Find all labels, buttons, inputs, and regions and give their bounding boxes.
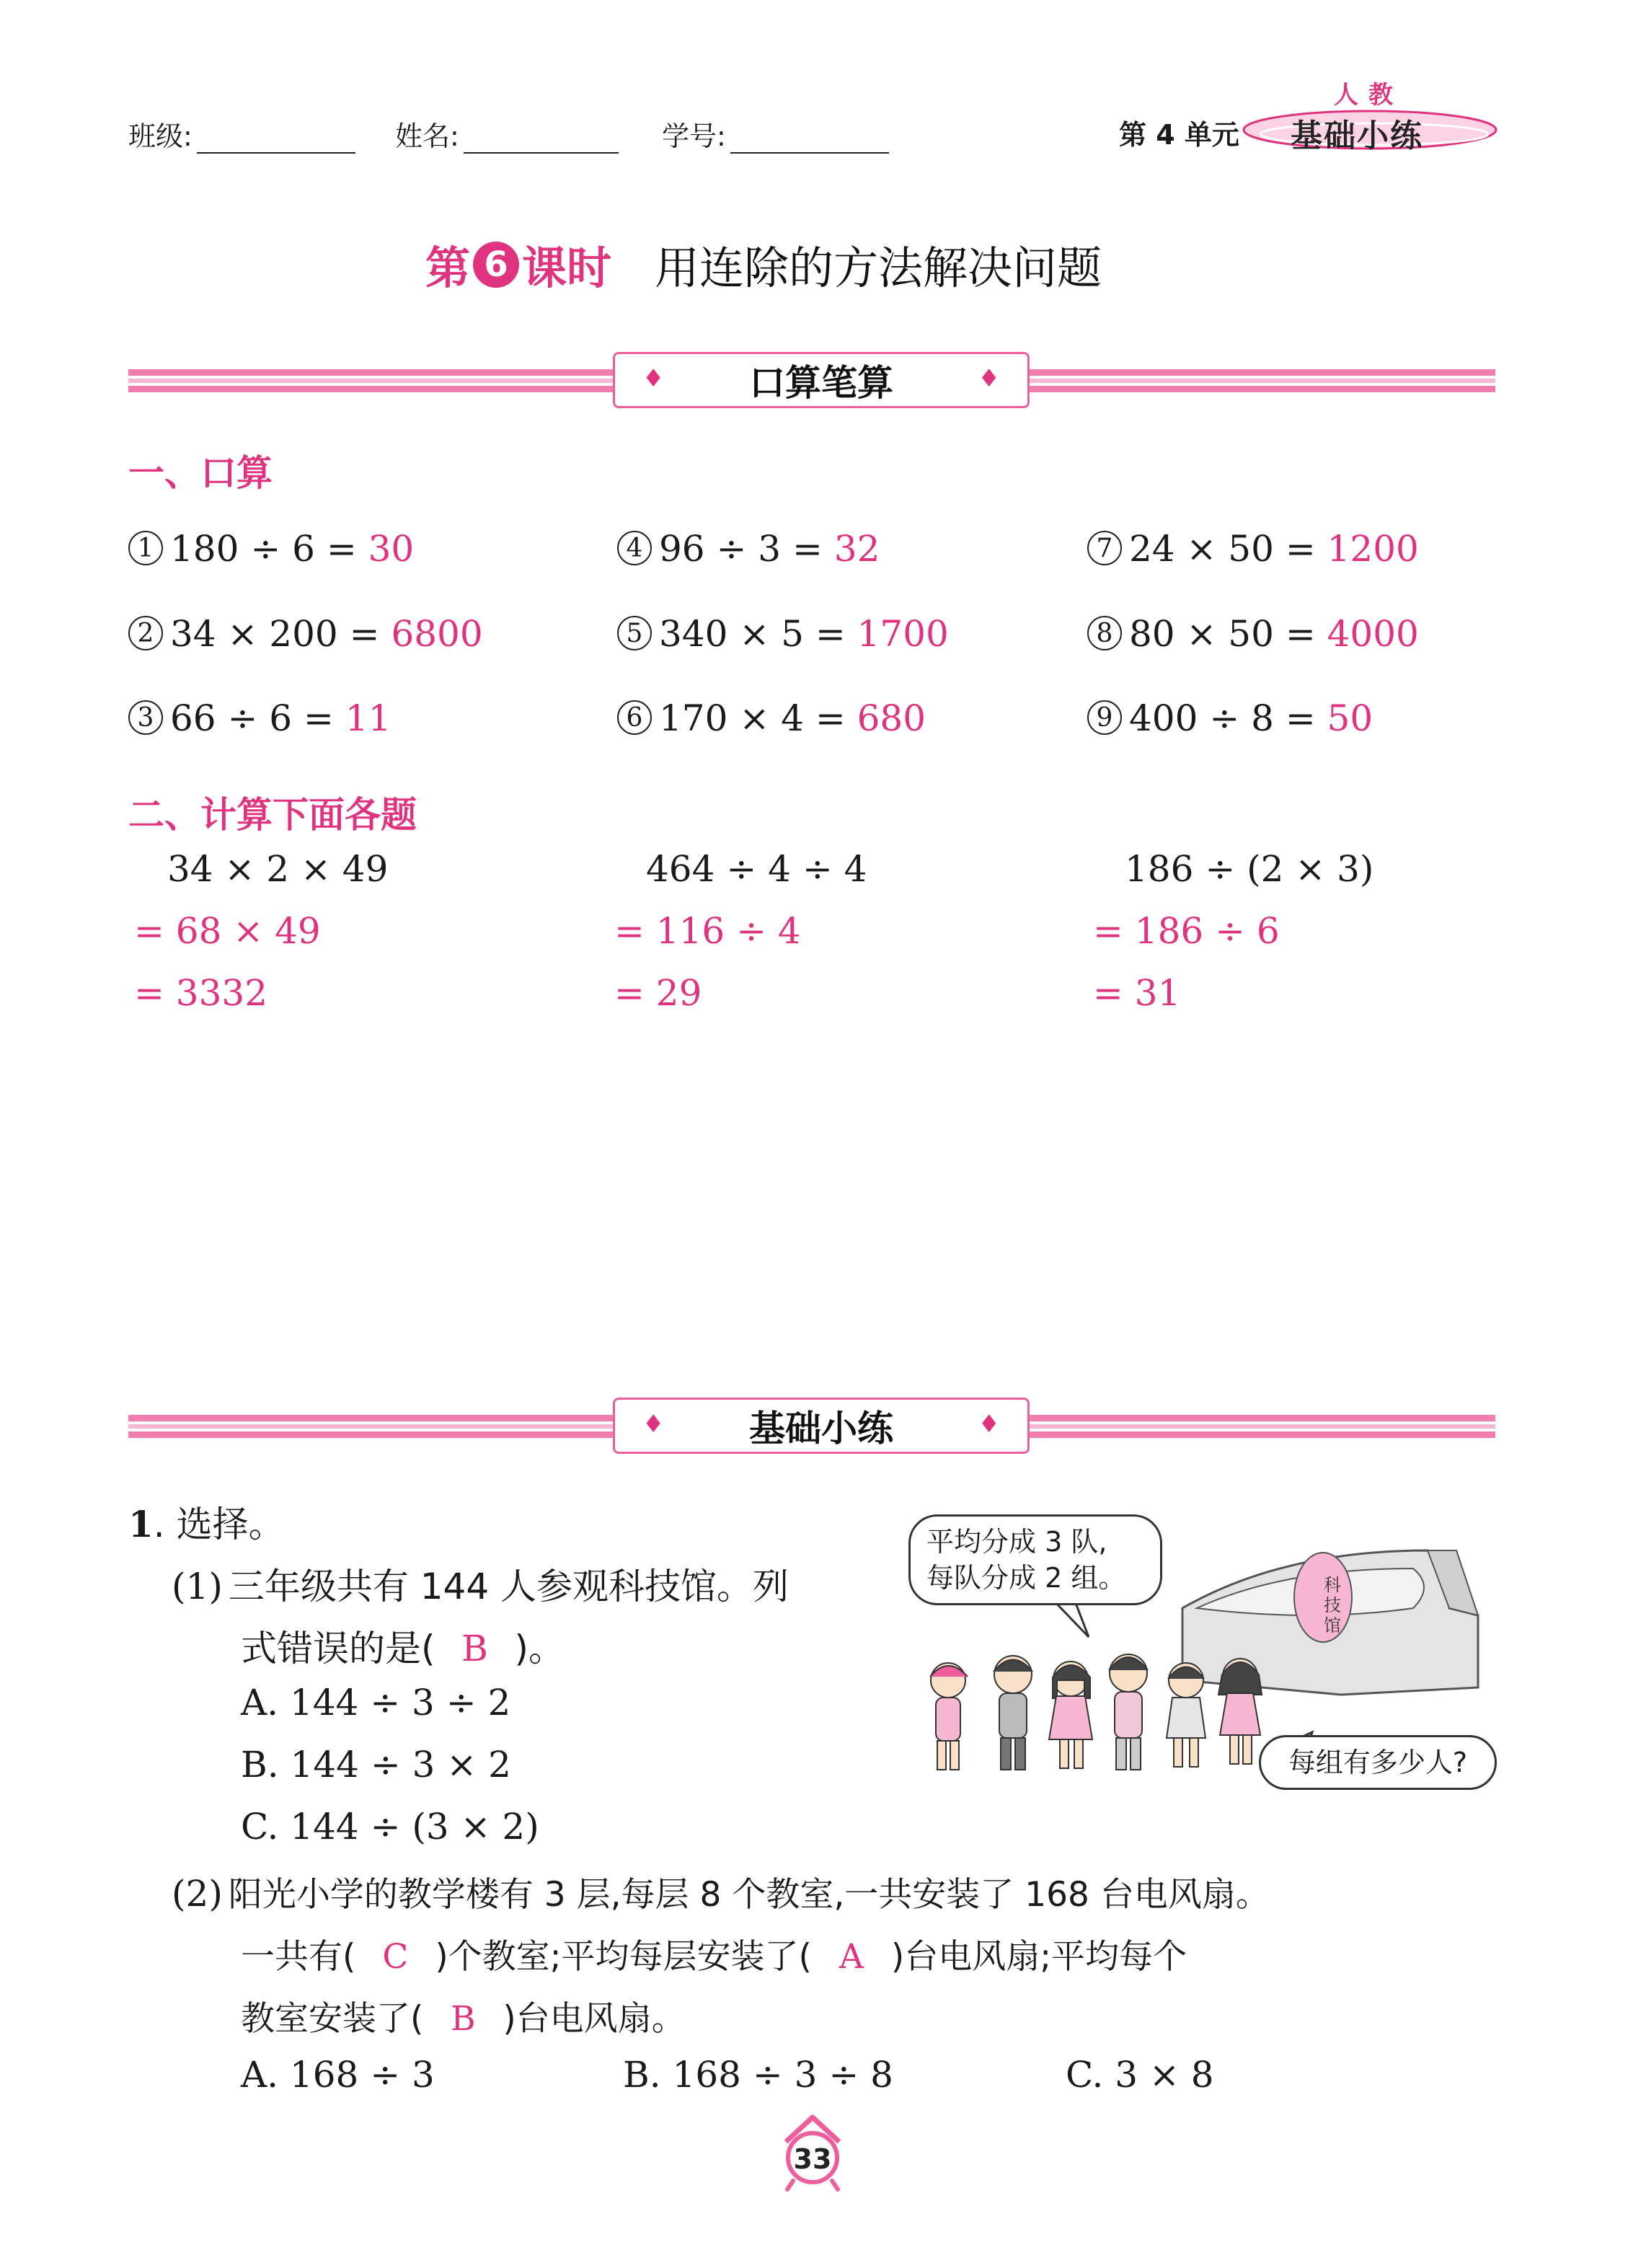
option-a: A. 168 ÷ 3 bbox=[241, 2054, 435, 2096]
class-blank[interactable] bbox=[197, 123, 355, 154]
written-step: = 68 × 49 bbox=[134, 910, 321, 952]
oral-item: 9 400 ÷ 8 = 50 bbox=[1087, 697, 1373, 739]
diamond-icon: ♦ bbox=[642, 1410, 665, 1439]
lesson-number-badge: 6 bbox=[473, 242, 519, 288]
lesson-title: 第 6 课时 用连除的方法解决问题 bbox=[425, 232, 1102, 296]
section2-banner: ♦ 基础小练 ♦ bbox=[613, 1398, 1030, 1454]
museum-sign: 科 技 馆 bbox=[1324, 1575, 1341, 1636]
option-b: B. 168 ÷ 3 ÷ 8 bbox=[623, 2054, 893, 2096]
diamond-icon: ♦ bbox=[642, 364, 665, 393]
page-number: 33 bbox=[793, 2143, 832, 2175]
student-number-field: 学号: bbox=[662, 114, 889, 154]
brand-top-text: 人教 bbox=[1334, 81, 1403, 110]
written-result: = 29 bbox=[614, 972, 702, 1014]
oral-item: 8 80 × 50 = 4000 bbox=[1087, 613, 1419, 655]
page-number-badge bbox=[773, 2113, 852, 2192]
oral-item: 4 96 ÷ 3 = 32 bbox=[617, 528, 880, 570]
question-1-2-line3: 教室安装了( B )台电风扇。 bbox=[241, 1999, 686, 2039]
brand-logo bbox=[1240, 72, 1500, 159]
oral-item: 5 340 × 5 = 1700 bbox=[617, 613, 949, 655]
answer-blank[interactable]: B bbox=[461, 1628, 488, 1669]
part1-title: 一、口算 bbox=[128, 452, 273, 494]
question-1-2-line1: (2) 阳光小学的教学楼有 3 层,每层 8 个教室,一共安装了 168 台电风扇。 bbox=[172, 1873, 1270, 1915]
lesson-topic: 用连除的方法解决问题 bbox=[655, 242, 1102, 294]
part2-title: 二、计算下面各题 bbox=[128, 794, 417, 836]
name-blank[interactable] bbox=[464, 123, 619, 154]
oral-item: 2 34 × 200 = 6800 bbox=[128, 613, 483, 655]
option-b: B. 144 ÷ 3 × 2 bbox=[241, 1744, 511, 1786]
oral-item: 6 170 × 4 = 680 bbox=[617, 697, 926, 739]
question-1-1-line2: 式错误的是( B )。 bbox=[241, 1628, 565, 1669]
answer-blank[interactable]: B bbox=[451, 1999, 476, 2039]
section1-banner: ♦ 口算笔算 ♦ bbox=[613, 352, 1030, 408]
illustration bbox=[908, 1500, 1500, 1803]
name-field: 姓名: bbox=[395, 114, 619, 154]
written-step: = 116 ÷ 4 bbox=[614, 910, 801, 952]
option-c: C. 144 ÷ (3 × 2) bbox=[241, 1806, 539, 1848]
question-1-2-line2: 一共有( C )个教室;平均每层安装了( A )台电风扇;平均每个 bbox=[241, 1937, 1187, 1977]
option-c: C. 3 × 8 bbox=[1066, 2054, 1214, 2096]
written-result: = 31 bbox=[1093, 972, 1181, 1014]
brand-text: 基础小练 bbox=[1291, 118, 1423, 154]
question-1-1-line1: (1) 三年级共有 144 人参观科技馆。列 bbox=[172, 1566, 789, 1607]
written-step: = 186 ÷ 6 bbox=[1093, 910, 1280, 952]
oral-item: 3 66 ÷ 6 = 11 bbox=[128, 697, 391, 739]
question-1-heading: 1. 选择。 bbox=[128, 1503, 285, 1545]
unit-label: 第 4 单元 bbox=[1119, 119, 1239, 151]
speech-bubble-groups: 平均分成 3 队, 每队分成 2 组。 bbox=[908, 1514, 1162, 1605]
written-expr: 464 ÷ 4 ÷ 4 bbox=[646, 848, 867, 890]
speech-bubble-question: 每组有多少人? bbox=[1259, 1735, 1497, 1790]
written-expr: 186 ÷ (2 × 3) bbox=[1125, 848, 1374, 890]
answer-blank[interactable]: A bbox=[839, 1937, 864, 1977]
diamond-icon: ♦ bbox=[978, 1410, 1000, 1439]
oral-item: 7 24 × 50 = 1200 bbox=[1087, 528, 1419, 570]
oral-item: 1 180 ÷ 6 = 30 bbox=[128, 528, 414, 570]
diamond-icon: ♦ bbox=[978, 364, 1000, 393]
number-blank[interactable] bbox=[730, 123, 889, 154]
option-a: A. 144 ÷ 3 ÷ 2 bbox=[241, 1682, 511, 1724]
written-expr: 34 × 2 × 49 bbox=[167, 848, 389, 890]
class-field: 班级: bbox=[128, 114, 355, 154]
answer-blank[interactable]: C bbox=[382, 1937, 409, 1977]
written-result: = 3332 bbox=[134, 972, 268, 1014]
